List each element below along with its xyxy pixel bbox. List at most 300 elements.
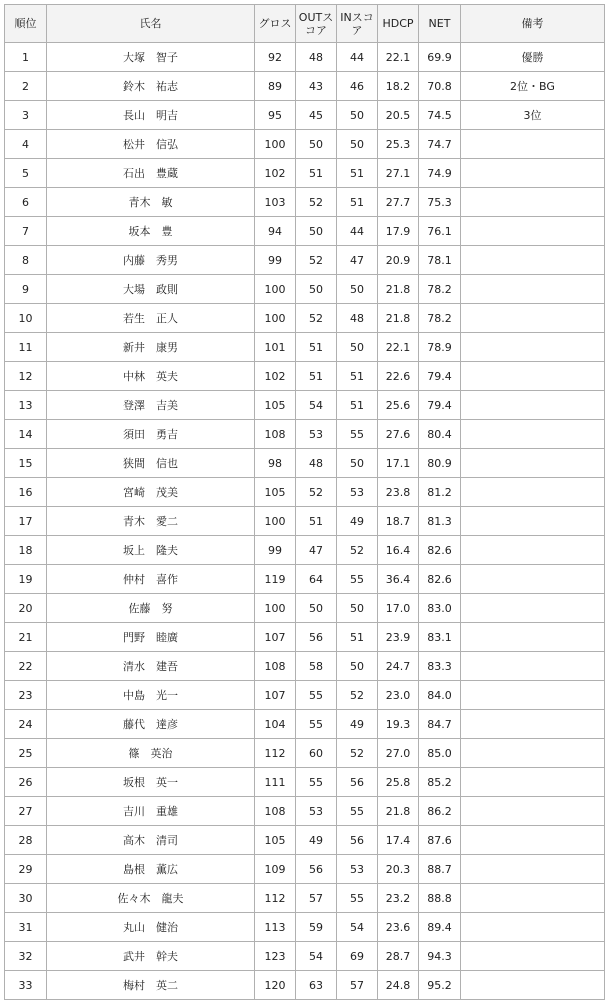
table-row [5, 710, 605, 739]
in-score-cell: 44 [337, 43, 378, 72]
header-hdcp: HDCP [378, 5, 419, 43]
remarks-cell [461, 275, 605, 304]
gross-cell: 104 [255, 710, 296, 739]
gross-cell: 109 [255, 855, 296, 884]
remarks-cell [461, 942, 605, 971]
name-cell: 若生 正人 [47, 304, 255, 333]
gross-cell: 107 [255, 681, 296, 710]
net-cell: 79.4 [419, 362, 461, 391]
net-cell: 78.1 [419, 246, 461, 275]
in-score-cell: 50 [337, 333, 378, 362]
out-score-cell: 56 [296, 623, 337, 652]
net-cell: 81.3 [419, 507, 461, 536]
name-cell: 佐々木 龍夫 [47, 884, 255, 913]
table-row [5, 739, 605, 768]
out-score-cell: 53 [296, 797, 337, 826]
remarks-cell [461, 739, 605, 768]
net-cell: 86.2 [419, 797, 461, 826]
gross-cell: 102 [255, 159, 296, 188]
rank-cell: 5 [5, 159, 47, 188]
net-cell: 94.3 [419, 942, 461, 971]
rank-cell: 25 [5, 739, 47, 768]
remarks-cell [461, 391, 605, 420]
hdcp-cell: 17.1 [378, 449, 419, 478]
remarks-cell [461, 913, 605, 942]
hdcp-cell: 20.5 [378, 101, 419, 130]
name-cell: 中林 英夫 [47, 362, 255, 391]
out-score-cell: 54 [296, 391, 337, 420]
rank-cell: 12 [5, 362, 47, 391]
gross-cell: 95 [255, 101, 296, 130]
net-cell: 95.2 [419, 971, 461, 1000]
net-cell: 84.7 [419, 710, 461, 739]
rank-cell: 27 [5, 797, 47, 826]
out-score-cell: 64 [296, 565, 337, 594]
rank-cell: 19 [5, 565, 47, 594]
table-row [5, 246, 605, 275]
hdcp-cell: 27.1 [378, 159, 419, 188]
net-cell: 88.7 [419, 855, 461, 884]
in-score-cell: 52 [337, 739, 378, 768]
table-row [5, 449, 605, 478]
remarks-cell [461, 623, 605, 652]
out-score-cell: 52 [296, 246, 337, 275]
out-score-cell: 50 [296, 594, 337, 623]
name-cell: 長山 明吉 [47, 101, 255, 130]
rank-cell: 1 [5, 43, 47, 72]
rank-cell: 29 [5, 855, 47, 884]
remarks-cell [461, 130, 605, 159]
in-score-cell: 52 [337, 681, 378, 710]
rank-cell: 18 [5, 536, 47, 565]
rank-cell: 14 [5, 420, 47, 449]
hdcp-cell: 23.8 [378, 478, 419, 507]
net-cell: 85.0 [419, 739, 461, 768]
name-cell: 鈴木 祐志 [47, 72, 255, 101]
remarks-cell [461, 710, 605, 739]
hdcp-cell: 18.2 [378, 72, 419, 101]
remarks-cell: 2位・BG [461, 72, 605, 101]
header-name: 氏名 [47, 5, 255, 43]
net-cell: 74.5 [419, 101, 461, 130]
gross-cell: 108 [255, 420, 296, 449]
name-cell: 青木 愛二 [47, 507, 255, 536]
table-row [5, 884, 605, 913]
out-score-cell: 49 [296, 826, 337, 855]
out-score-cell: 52 [296, 478, 337, 507]
net-cell: 83.1 [419, 623, 461, 652]
rank-cell: 20 [5, 594, 47, 623]
hdcp-cell: 17.4 [378, 826, 419, 855]
in-score-cell: 57 [337, 971, 378, 1000]
gross-cell: 113 [255, 913, 296, 942]
name-cell: 新井 康男 [47, 333, 255, 362]
rank-cell: 16 [5, 478, 47, 507]
name-cell: 丸山 健治 [47, 913, 255, 942]
rank-cell: 9 [5, 275, 47, 304]
in-score-cell: 48 [337, 304, 378, 333]
hdcp-cell: 20.3 [378, 855, 419, 884]
table-row [5, 420, 605, 449]
remarks-cell [461, 333, 605, 362]
header-gross: グロス [255, 5, 296, 43]
name-cell: 坂本 豊 [47, 217, 255, 246]
in-score-cell: 44 [337, 217, 378, 246]
header-net: NET [419, 5, 461, 43]
net-cell: 82.6 [419, 536, 461, 565]
in-score-cell: 51 [337, 623, 378, 652]
out-score-cell: 51 [296, 362, 337, 391]
name-cell: 梅村 英二 [47, 971, 255, 1000]
name-cell: 中島 光一 [47, 681, 255, 710]
hdcp-cell: 23.0 [378, 681, 419, 710]
net-cell: 80.9 [419, 449, 461, 478]
gross-cell: 102 [255, 362, 296, 391]
out-score-cell: 56 [296, 855, 337, 884]
in-score-cell: 51 [337, 159, 378, 188]
gross-cell: 103 [255, 188, 296, 217]
net-cell: 80.4 [419, 420, 461, 449]
in-score-cell: 55 [337, 797, 378, 826]
remarks-cell: 3位 [461, 101, 605, 130]
out-score-cell: 53 [296, 420, 337, 449]
remarks-cell [461, 884, 605, 913]
remarks-cell [461, 420, 605, 449]
gross-cell: 100 [255, 275, 296, 304]
remarks-cell [461, 449, 605, 478]
table-row [5, 623, 605, 652]
name-cell: 狭間 信也 [47, 449, 255, 478]
name-cell: 坂上 隆夫 [47, 536, 255, 565]
in-score-cell: 50 [337, 594, 378, 623]
net-cell: 74.9 [419, 159, 461, 188]
out-score-cell: 51 [296, 333, 337, 362]
table-row [5, 826, 605, 855]
remarks-cell [461, 217, 605, 246]
hdcp-cell: 20.9 [378, 246, 419, 275]
remarks-cell [461, 594, 605, 623]
hdcp-cell: 17.0 [378, 594, 419, 623]
table-row [5, 188, 605, 217]
table-row [5, 333, 605, 362]
rank-cell: 6 [5, 188, 47, 217]
in-score-cell: 55 [337, 565, 378, 594]
name-cell: 松井 信弘 [47, 130, 255, 159]
table-row [5, 913, 605, 942]
table-row [5, 304, 605, 333]
rank-cell: 28 [5, 826, 47, 855]
net-cell: 70.8 [419, 72, 461, 101]
in-score-cell: 50 [337, 101, 378, 130]
in-score-cell: 47 [337, 246, 378, 275]
gross-cell: 105 [255, 478, 296, 507]
table-row [5, 217, 605, 246]
gross-cell: 92 [255, 43, 296, 72]
net-cell: 83.0 [419, 594, 461, 623]
table-row [5, 43, 605, 72]
table-row [5, 681, 605, 710]
out-score-cell: 43 [296, 72, 337, 101]
out-score-cell: 60 [296, 739, 337, 768]
name-cell: 藤代 達彦 [47, 710, 255, 739]
table-row [5, 652, 605, 681]
hdcp-cell: 19.3 [378, 710, 419, 739]
table-row [5, 797, 605, 826]
rank-cell: 3 [5, 101, 47, 130]
rank-cell: 13 [5, 391, 47, 420]
table-header [5, 5, 605, 43]
out-score-cell: 58 [296, 652, 337, 681]
name-cell: 青木 敏 [47, 188, 255, 217]
rank-cell: 26 [5, 768, 47, 797]
remarks-cell [461, 478, 605, 507]
net-cell: 89.4 [419, 913, 461, 942]
net-cell: 69.9 [419, 43, 461, 72]
out-score-cell: 50 [296, 275, 337, 304]
table-row [5, 275, 605, 304]
hdcp-cell: 36.4 [378, 565, 419, 594]
out-score-cell: 51 [296, 159, 337, 188]
in-score-cell: 46 [337, 72, 378, 101]
remarks-cell [461, 652, 605, 681]
hdcp-cell: 25.6 [378, 391, 419, 420]
gross-cell: 123 [255, 942, 296, 971]
net-cell: 83.3 [419, 652, 461, 681]
rank-cell: 10 [5, 304, 47, 333]
gross-cell: 100 [255, 507, 296, 536]
header-in-score: INスコア [337, 5, 378, 43]
gross-cell: 99 [255, 536, 296, 565]
rank-cell: 8 [5, 246, 47, 275]
table-row [5, 478, 605, 507]
gross-cell: 99 [255, 246, 296, 275]
hdcp-cell: 27.7 [378, 188, 419, 217]
name-cell: 高木 清司 [47, 826, 255, 855]
hdcp-cell: 23.6 [378, 913, 419, 942]
table-row [5, 536, 605, 565]
table-row [5, 942, 605, 971]
out-score-cell: 45 [296, 101, 337, 130]
rank-cell: 21 [5, 623, 47, 652]
in-score-cell: 49 [337, 507, 378, 536]
gross-cell: 98 [255, 449, 296, 478]
name-cell: 坂根 英一 [47, 768, 255, 797]
out-score-cell: 50 [296, 217, 337, 246]
in-score-cell: 49 [337, 710, 378, 739]
name-cell: 清水 建吾 [47, 652, 255, 681]
in-score-cell: 50 [337, 652, 378, 681]
rank-cell: 33 [5, 971, 47, 1000]
table-row [5, 130, 605, 159]
hdcp-cell: 28.7 [378, 942, 419, 971]
hdcp-cell: 27.6 [378, 420, 419, 449]
net-cell: 81.2 [419, 478, 461, 507]
remarks-cell [461, 362, 605, 391]
hdcp-cell: 25.8 [378, 768, 419, 797]
hdcp-cell: 21.8 [378, 797, 419, 826]
net-cell: 78.2 [419, 275, 461, 304]
out-score-cell: 57 [296, 884, 337, 913]
gross-cell: 100 [255, 594, 296, 623]
rank-cell: 22 [5, 652, 47, 681]
rank-cell: 11 [5, 333, 47, 362]
name-cell: 武井 幹夫 [47, 942, 255, 971]
out-score-cell: 51 [296, 507, 337, 536]
out-score-cell: 52 [296, 304, 337, 333]
remarks-cell [461, 507, 605, 536]
in-score-cell: 69 [337, 942, 378, 971]
in-score-cell: 55 [337, 420, 378, 449]
out-score-cell: 55 [296, 768, 337, 797]
header-remarks: 備考 [461, 5, 605, 43]
remarks-cell [461, 159, 605, 188]
table-row [5, 159, 605, 188]
remarks-cell: 優勝 [461, 43, 605, 72]
net-cell: 79.4 [419, 391, 461, 420]
rank-cell: 30 [5, 884, 47, 913]
out-score-cell: 59 [296, 913, 337, 942]
header-rank: 順位 [5, 5, 47, 43]
in-score-cell: 51 [337, 188, 378, 217]
table-row [5, 768, 605, 797]
gross-cell: 119 [255, 565, 296, 594]
net-cell: 76.1 [419, 217, 461, 246]
remarks-cell [461, 768, 605, 797]
remarks-cell [461, 565, 605, 594]
table-row [5, 101, 605, 130]
in-score-cell: 51 [337, 391, 378, 420]
gross-cell: 108 [255, 797, 296, 826]
remarks-cell [461, 855, 605, 884]
out-score-cell: 48 [296, 449, 337, 478]
out-score-cell: 55 [296, 681, 337, 710]
in-score-cell: 55 [337, 884, 378, 913]
gross-cell: 94 [255, 217, 296, 246]
name-cell: 門野 睦廣 [47, 623, 255, 652]
header-out-score: OUTスコア [296, 5, 337, 43]
rank-cell: 17 [5, 507, 47, 536]
gross-cell: 100 [255, 304, 296, 333]
gross-cell: 89 [255, 72, 296, 101]
rank-cell: 23 [5, 681, 47, 710]
header-row [5, 5, 605, 43]
name-cell: 篠 英治 [47, 739, 255, 768]
name-cell: 登澤 吉美 [47, 391, 255, 420]
remarks-cell [461, 246, 605, 275]
hdcp-cell: 27.0 [378, 739, 419, 768]
hdcp-cell: 21.8 [378, 304, 419, 333]
name-cell: 島根 薫広 [47, 855, 255, 884]
gross-cell: 112 [255, 884, 296, 913]
name-cell: 大塚 智子 [47, 43, 255, 72]
out-score-cell: 52 [296, 188, 337, 217]
table-row [5, 391, 605, 420]
hdcp-cell: 25.3 [378, 130, 419, 159]
net-cell: 88.8 [419, 884, 461, 913]
gross-cell: 111 [255, 768, 296, 797]
hdcp-cell: 22.1 [378, 43, 419, 72]
in-score-cell: 56 [337, 768, 378, 797]
rank-cell: 15 [5, 449, 47, 478]
hdcp-cell: 23.9 [378, 623, 419, 652]
in-score-cell: 50 [337, 275, 378, 304]
in-score-cell: 53 [337, 478, 378, 507]
remarks-cell [461, 304, 605, 333]
net-cell: 75.3 [419, 188, 461, 217]
remarks-cell [461, 797, 605, 826]
out-score-cell: 55 [296, 710, 337, 739]
rank-cell: 31 [5, 913, 47, 942]
gross-cell: 105 [255, 391, 296, 420]
hdcp-cell: 21.8 [378, 275, 419, 304]
gross-cell: 101 [255, 333, 296, 362]
gross-cell: 100 [255, 130, 296, 159]
table-body [5, 43, 605, 1000]
gross-cell: 105 [255, 826, 296, 855]
table-row [5, 855, 605, 884]
remarks-cell [461, 536, 605, 565]
net-cell: 84.0 [419, 681, 461, 710]
name-cell: 須田 勇吉 [47, 420, 255, 449]
in-score-cell: 51 [337, 362, 378, 391]
net-cell: 82.6 [419, 565, 461, 594]
rank-cell: 4 [5, 130, 47, 159]
rank-cell: 32 [5, 942, 47, 971]
out-score-cell: 50 [296, 130, 337, 159]
rank-cell: 7 [5, 217, 47, 246]
table-row [5, 594, 605, 623]
out-score-cell: 63 [296, 971, 337, 1000]
name-cell: 仲村 喜作 [47, 565, 255, 594]
net-cell: 78.9 [419, 333, 461, 362]
name-cell: 石出 豊蔵 [47, 159, 255, 188]
hdcp-cell: 24.7 [378, 652, 419, 681]
table-row [5, 565, 605, 594]
hdcp-cell: 23.2 [378, 884, 419, 913]
gross-cell: 112 [255, 739, 296, 768]
net-cell: 78.2 [419, 304, 461, 333]
hdcp-cell: 24.8 [378, 971, 419, 1000]
remarks-cell [461, 681, 605, 710]
name-cell: 宮崎 茂美 [47, 478, 255, 507]
hdcp-cell: 16.4 [378, 536, 419, 565]
net-cell: 74.7 [419, 130, 461, 159]
rank-cell: 24 [5, 710, 47, 739]
hdcp-cell: 22.1 [378, 333, 419, 362]
out-score-cell: 48 [296, 43, 337, 72]
name-cell: 大場 政則 [47, 275, 255, 304]
out-score-cell: 54 [296, 942, 337, 971]
table-row [5, 971, 605, 1000]
in-score-cell: 53 [337, 855, 378, 884]
name-cell: 吉川 重雄 [47, 797, 255, 826]
gross-cell: 107 [255, 623, 296, 652]
table-row [5, 362, 605, 391]
in-score-cell: 56 [337, 826, 378, 855]
remarks-cell [461, 826, 605, 855]
gross-cell: 120 [255, 971, 296, 1000]
results-table [4, 4, 605, 1000]
hdcp-cell: 17.9 [378, 217, 419, 246]
gross-cell: 108 [255, 652, 296, 681]
rank-cell: 2 [5, 72, 47, 101]
hdcp-cell: 22.6 [378, 362, 419, 391]
table-row [5, 507, 605, 536]
in-score-cell: 50 [337, 449, 378, 478]
in-score-cell: 54 [337, 913, 378, 942]
out-score-cell: 47 [296, 536, 337, 565]
net-cell: 87.6 [419, 826, 461, 855]
